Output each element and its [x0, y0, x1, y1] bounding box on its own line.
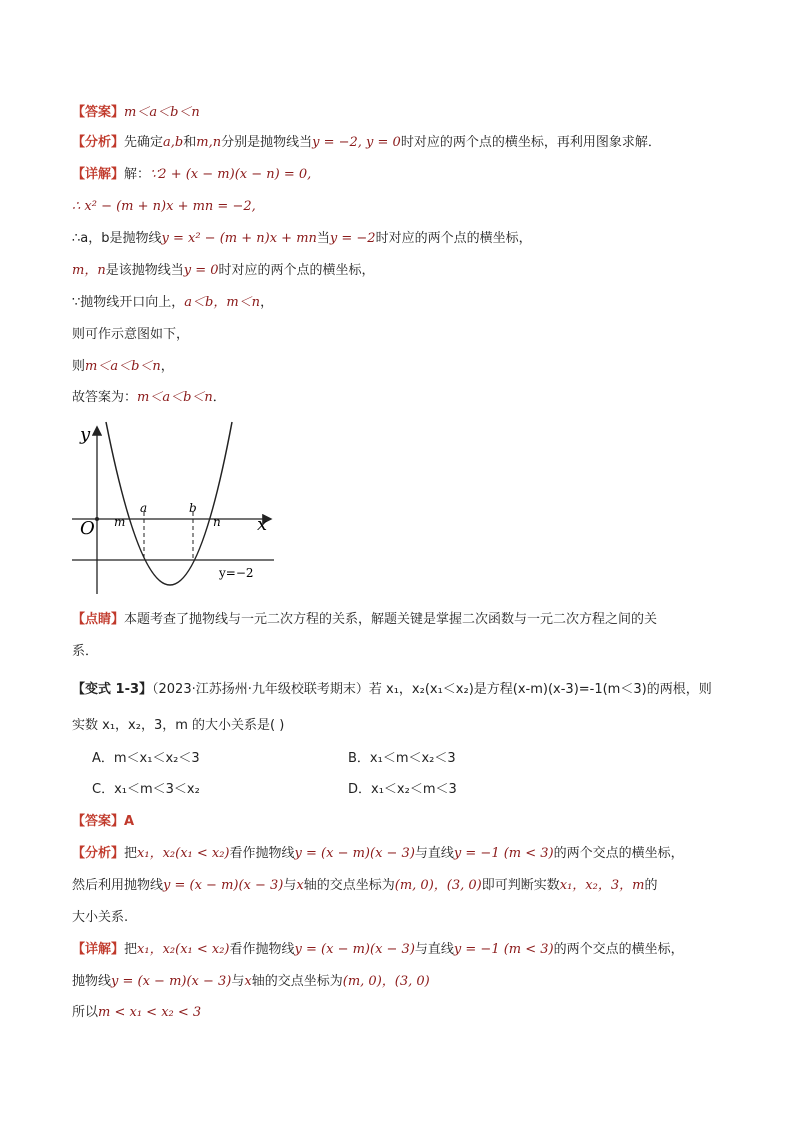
detail-line — [72, 166, 311, 184]
detail-line — [72, 1004, 201, 1022]
step-text: 故答案为： — [72, 390, 138, 405]
step-text: 时对应的两个点的横坐标， — [375, 231, 532, 246]
step-text: ∵抛物线开口向上， — [72, 295, 185, 310]
step-text: ， — [160, 359, 174, 374]
math-vars: a＜b，m＜n — [184, 295, 261, 310]
option-d[interactable]: D．x₁＜x₂＜m＜3 — [348, 782, 457, 797]
answer-line — [72, 104, 200, 122]
question-text: 实数 x₁，x₂，3，m 的大小关系是( ) — [72, 718, 285, 733]
detail-text: 抛物线 — [72, 974, 112, 989]
question-stem — [72, 681, 712, 699]
analysis-line — [72, 134, 661, 152]
option-a[interactable]: A．m＜x₁＜x₂＜3 — [92, 751, 200, 766]
analysis-tag: 【分析】 — [72, 846, 125, 861]
math-equation: y = 0 — [183, 263, 219, 278]
root-m-label: m — [114, 515, 126, 529]
question-text: 若 x₁，x₂(x₁＜x₂)是方程(x-m)(x-3)=-1(m＜3)的两根，则 — [368, 682, 712, 697]
detail-text: 与直线 — [414, 942, 454, 957]
step-text: ． — [212, 390, 226, 405]
step-line — [72, 294, 273, 312]
detail-text: 与 — [231, 974, 245, 989]
math-vars: x — [244, 974, 252, 989]
analysis-text: 的两个交点的横坐标， — [553, 846, 684, 861]
step-text: 是该抛物线当 — [105, 263, 184, 278]
analysis-line — [72, 877, 657, 895]
analysis-line — [72, 909, 128, 927]
math-vars: x₁，x₂，3，m — [559, 878, 645, 893]
analysis-text: 与直线 — [414, 846, 454, 861]
option-b[interactable]: B．x₁＜m＜x₂＜3 — [348, 751, 456, 766]
step-line — [72, 198, 256, 216]
root-b-label: b — [189, 501, 197, 515]
detail-line — [72, 941, 684, 959]
question-source: （2023·江苏扬州·九年级校联考期末） — [152, 682, 369, 697]
step-text: 当 — [316, 231, 330, 246]
analysis-line — [72, 845, 684, 863]
math-equation: y = −1 (m < 3) — [453, 942, 554, 957]
math-equation: y = −2 — [329, 231, 376, 246]
math-equation: y = (x − m)(x − 3) — [294, 846, 415, 861]
analysis-text: 轴的交点坐标为 — [303, 878, 395, 893]
detail-tag: 【详解】 — [72, 167, 125, 182]
step-text: 则可作示意图如下， — [72, 327, 190, 342]
step-line — [72, 230, 532, 248]
answer-tag: 【答案】 — [72, 814, 125, 829]
analysis-text: 看作抛物线 — [229, 846, 295, 861]
step-text: 则 — [72, 359, 86, 374]
comment-text: 系． — [72, 644, 99, 659]
math-equation: y = x² − (m + n)x + mn — [161, 231, 317, 246]
math-vars: x₁，x₂(x₁ < x₂) — [137, 846, 230, 861]
detail-text: 看作抛物线 — [229, 942, 295, 957]
math-equation: y = −2, y = 0 — [312, 135, 401, 150]
math-vars: m,n — [196, 135, 222, 150]
analysis-text: 把 — [124, 846, 138, 861]
math-vars: m＜a＜b＜n — [85, 359, 161, 374]
math-equation: m < x₁ < x₂ < 3 — [98, 1005, 202, 1020]
math-equation: ∴ x² − (m + n)x + mn = −2, — [72, 199, 256, 214]
step-text: ， — [260, 295, 274, 310]
y-axis-label: y — [80, 424, 91, 445]
step-line — [72, 358, 174, 376]
detail-text: 的两个交点的横坐标， — [553, 942, 684, 957]
analysis-text: 大小关系. — [72, 910, 129, 925]
root-n-label: n — [213, 515, 221, 529]
analysis-text: 和 — [183, 135, 197, 150]
option-c[interactable]: C．x₁＜m＜3＜x₂ — [92, 782, 200, 797]
analysis-text: 的 — [644, 878, 658, 893]
comment-line — [72, 611, 657, 629]
x-axis-label: x — [257, 514, 268, 535]
question-stem — [72, 717, 284, 735]
detail-text: 轴的交点坐标为 — [251, 974, 343, 989]
answer-value: m＜a＜b＜n — [124, 105, 200, 120]
math-equation: y = −1 (m < 3) — [453, 846, 554, 861]
root-a-label: a — [140, 501, 148, 515]
step-line — [72, 262, 375, 280]
detail-tag: 【详解】 — [72, 942, 125, 957]
answer-value: A — [124, 814, 135, 829]
analysis-text: 即可判断实数 — [481, 878, 560, 893]
parabola-sketch — [64, 418, 284, 600]
analysis-text: 先确定 — [124, 135, 164, 150]
math-vars: a,b — [163, 135, 184, 150]
step-line — [72, 326, 189, 344]
math-vars: m，n — [72, 263, 106, 278]
origin-label: O — [80, 518, 95, 539]
answer-line — [72, 813, 134, 831]
comment-line — [72, 643, 98, 661]
analysis-text: 与 — [283, 878, 297, 893]
detail-line — [72, 973, 430, 991]
line-label: y=−2 — [219, 566, 254, 580]
analysis-text: 时对应的两个点的横坐标，再利用图象求解． — [400, 135, 661, 150]
answer-tag: 【答案】 — [72, 105, 125, 120]
analysis-tag: 【分析】 — [72, 135, 125, 150]
math-equation: y = (x − m)(x − 3) — [163, 878, 284, 893]
step-line — [72, 389, 226, 407]
detail-text: 解： — [124, 167, 151, 182]
analysis-text: 然后利用抛物线 — [72, 878, 164, 893]
detail-text: 把 — [124, 942, 138, 957]
step-text: ∴a，b是抛物线 — [72, 231, 162, 246]
math-equation: ∵2 + (x − m)(x − n) = 0, — [150, 167, 312, 182]
comment-tag: 【点睛】 — [72, 612, 125, 627]
math-vars: m＜a＜b＜n — [137, 390, 213, 405]
origin-dot — [95, 517, 99, 521]
analysis-text: 分别是抛物线当 — [221, 135, 313, 150]
math-vars: x₁，x₂(x₁ < x₂) — [137, 942, 230, 957]
math-equation: y = (x − m)(x − 3) — [294, 942, 415, 957]
math-points: (m, 0)，(3, 0) — [342, 974, 430, 989]
math-equation: y = (x − m)(x − 3) — [111, 974, 232, 989]
math-points: (m, 0)，(3, 0) — [394, 878, 482, 893]
math-vars: x — [296, 878, 304, 893]
step-text: 时对应的两个点的横坐标， — [218, 263, 375, 278]
detail-text: 所以 — [72, 1005, 99, 1020]
comment-text: 本题考查了抛物线与一元二次方程的关系，解题关键是掌握二次函数与一元二次方程之间的关 — [124, 612, 658, 627]
question-label: 【变式 1-3】 — [72, 682, 153, 697]
